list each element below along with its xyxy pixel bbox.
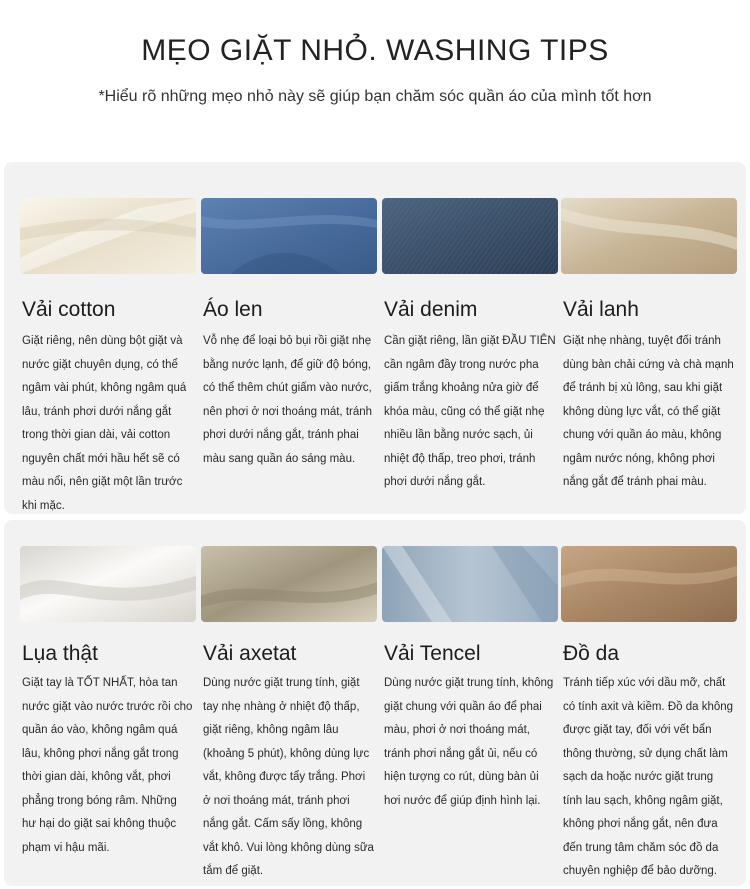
fabric-name: Vải Tencel — [384, 642, 481, 665]
fabric-description: Cần giặt riêng, lần giặt ĐẦU TIÊN cần ngâm đầy trong nước pha giấm trắng khoảng nửa giờ để khóa màu, cũng có thể giặt nhẹ nhiều lần bằng nước sạch, ủi nhiệt độ thấp, treo phơi, tránh phơi dưới nắng gắt. — [384, 335, 556, 488]
wool-swatch-image — [201, 198, 377, 274]
fabric-name: Vải cotton — [22, 298, 116, 321]
fabric-name: Vải axetat — [203, 642, 297, 665]
cotton-swatch-image — [20, 198, 196, 274]
tencel-swatch-image — [382, 546, 558, 622]
fabric-description: Giặt nhẹ nhàng, tuyệt đối tránh dùng bàn chải cứng và chà mạnh để tránh bị xù lông, sau khi giặt không dùng lực vắt, có thể giặt chung với quần áo màu, không ngâm nước nóng, không phơi nắng gắt để tránh phai màu. — [563, 335, 734, 488]
fabric-panel-bottom — [4, 520, 746, 886]
leather-swatch-image — [561, 546, 737, 622]
fabric-description: Dùng nước giặt trung tính, không giặt chung với quần áo để phai màu, phơi ở nơi thoáng mát, tránh phơi nắng gắt ủi, nếu có hiện tượng co rút, dùng bàn ủi hơi nước để giúp định hình lại. — [384, 677, 554, 807]
page-title: MẸO GIẶT NHỎ. WASHING TIPS — [141, 34, 609, 67]
fabric-name: Vải lanh — [563, 298, 639, 321]
denim-swatch-image — [382, 198, 558, 274]
silk-swatch-image — [20, 546, 196, 622]
acetate-swatch-image — [201, 546, 377, 622]
fabric-description: Giặt tay là TỐT NHẤT, hòa tan nước giặt vào nước trước rồi cho quần áo vào, không ngâm quá lâu, không phơi nắng gắt trong thời gian dài, không vắt, phơi phẳng trong bóng râm. Những hư hại do giặt sai không thuộc phạm vi hậu mãi. — [22, 677, 193, 854]
fabric-description: Giặt riêng, nên dùng bột giặt và nước giặt chuyên dụng, có thể ngâm vài phút, không ngâm quá lâu, tránh phơi dưới nắng gắt trong thời gian dài, vải cotton nguyên chất mới hầu hết sẽ có màu nổi, nên giặt một lần trước khi mặc. — [22, 335, 187, 512]
fabric-name: Đồ da — [563, 642, 620, 665]
fabric-description: Vỗ nhẹ để loại bỏ bụi rồi giặt nhẹ bằng nước lạnh, để giữ độ bóng, có thể thêm chút giấm vào nước, nên phơi ở nơi thoáng mát, tránh phơi dưới nắng gắt, tránh phai màu sang quần áo sáng màu. — [203, 335, 373, 465]
fabric-panel-top — [4, 162, 746, 514]
fabric-name: Vải denim — [384, 298, 478, 321]
linen-swatch-image — [561, 198, 737, 274]
page-subtitle: *Hiểu rõ những mẹo nhỏ này sẽ giúp bạn chăm sóc quần áo của mình tốt hơn — [98, 88, 652, 105]
fabric-name: Lụa thật — [22, 642, 98, 665]
fabric-name: Áo len — [203, 298, 263, 321]
fabric-description: Dùng nước giặt trung tính, giặt tay nhẹ nhàng ở nhiệt độ thấp, giặt riêng, không ngâm lâu (khoảng 5 phút), không dùng lực vắt, không được tẩy trắng. Phơi ở nơi thoáng mát, tránh phơi nắng gắt. Cấm sấy lồng, không vắt khô. Vui lòng không dùng sữa tắm để giặt. — [203, 677, 374, 877]
fabric-description: Tránh tiếp xúc với dầu mỡ, chất có tính axit và kiềm. Đồ da không được giặt tay, đối với vết bẩn thông thường, sử dụng chất làm sạch da hoặc nước giặt trung tính lau sạch, không ngâm giặt, không phơi nắng gắt, nên đưa đến trung tâm chăm sóc đồ da chuyên nghiệp để bảo dưỡng. — [563, 677, 734, 877]
